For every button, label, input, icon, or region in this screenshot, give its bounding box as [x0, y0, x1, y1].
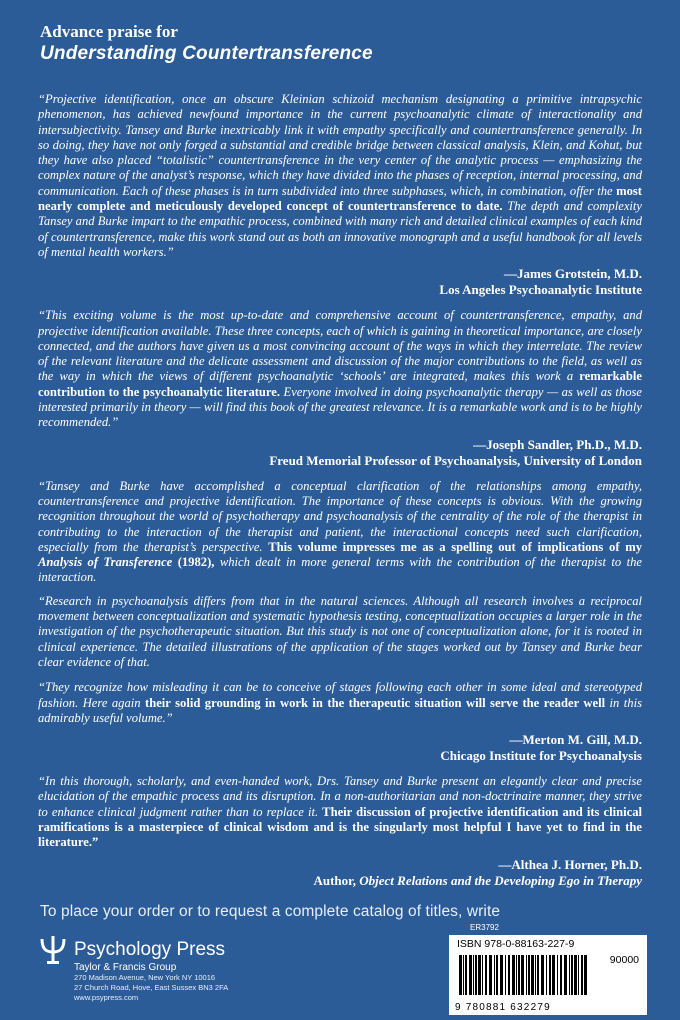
reviewer-affiliation: Chicago Institute for Psychoanalysis [440, 748, 642, 764]
reviewer-name: —Merton M. Gill, M.D. [509, 732, 642, 748]
review-quote-gill-1: “Tansey and Burke have accomplished a conceptual clarification of the relationships among empathy, countertransference and projective identification. The importance of these concepts is obvious. With the growing recognition throughout the world of psychotherapy and psychoanalysis of the centrality of the role of the therapist in contributing to the interaction of the therapist and patient, the interactional concepts need such clarification, especially from the therapist’s perspective. This volume impresses me as a spelling out of implications of my Analysis of Transference (1982), which dealt in more general terms with the contribution of the therapist to the interaction. [38, 478, 642, 585]
review-quote-grotstein: “Projective identification, once an obscure Kleinian schizoid mechanism designating a primitive intrapsychic phenomenon, has achieved newfound importance in the current psychoanalytic climate of interactionality and intersubjectivity. Tansey and Burke inextricably link it with empathy specifically and countertransference generally. In so doing, they have not only forged a substantial and credible bridge between classical analysis, Klein, and Kohut, but they have also placed “totalistic” countertransference in the very center of the analytic process — emphasizing the complex nature of the analyst’s response, which they have divided into the phases of reception, internal processing, and communication. Each of these phases is in turn subdivided into three subphases, which, in combination, offer the most nearly complete and meticulously developed concept of countertransference to date. The depth and complexity Tansey and Burke impart to the empathic process, combined with many rich and detailed clinical examples of each kind of countertransference, make this work stand out as both an innovative monograph and a useful handbook for all levels of mental health workers.” [38, 92, 642, 259]
praise-header [40, 22, 373, 66]
publisher-website: www.psypress.com [74, 993, 139, 1002]
review-attribution-grotstein [38, 266, 642, 298]
order-line: To place your order or to request a complete catalog of titles, write [40, 903, 501, 920]
reviewer-name: —Althea J. Horner, Ph.D. [498, 856, 642, 872]
isbn-text: ISBN 978-0-88163-227-9 [457, 938, 575, 950]
publisher-group: Taylor & Francis Group [74, 962, 177, 973]
product-code: ER3792 [470, 923, 499, 932]
review-quote-horner: “In this thorough, scholarly, and even-handed work, Drs. Tansey and Burke present an elegantly clear and precise elucidation of the empathic process and its disruption. In a non-authoritarian and non-doctrinaire manner, they strive to enhance clinical judgment rather than to replace it. Their discussion of projective identification and its clinical ramifications is a masterpiece of clinical wisdom and is the singularly most helpful I have yet to find in the literature.” [38, 774, 642, 850]
publisher-name: Psychology Press [74, 939, 226, 960]
price-code: 90000 [609, 954, 639, 966]
publisher-logo [40, 935, 280, 973]
review-quote-gill-2: “Research in psychoanalysis differs from that in the natural sciences. Although all research involves a reciprocal movement between conceptualization and systematic hypothesis testing, conceptualization occupies a larger role in the investigation of the psychotherapeutic situation. But this study is not one of conceptualization alone, for it is rooted in clinical experience. The detailed illustrations of the application of the stages worked out by Tansey and Burke bear clear evidence of that. [38, 593, 642, 669]
reviewer-affiliation: Author, Object Relations and the Developing Ego in Therapy [313, 872, 642, 888]
review-attribution-sandler [38, 437, 642, 469]
reviews-content [38, 92, 642, 899]
book-title: Understanding Countertransference [40, 43, 373, 64]
header-line-1: Advance praise for [40, 22, 178, 41]
review-attribution-gill [38, 732, 642, 764]
reviewer-name: —James Grotstein, M.D. [503, 266, 642, 282]
review-quote-sandler: “This exciting volume is the most up-to-date and comprehensive account of countertransference, empathy, and projective identification available. These three concepts, each of which is gaining in theoretical importance, are closely connected, and the authors have given us a most convincing account of the ways in which they interrelate. The review of the relevant literature and the delicate assessment and discussion of the major contributions to the field, as well as the way in which the views of different psychoanalytic ‘schools’ are integrated, makes this work a remarkable contribution to the psychoanalytic literature. Everyone involved in doing psychoanalytic therapy — as well as those interested primarily in theory — will find this book of the greatest relevance. It is a remarkable work and is to be highly recommended.” [38, 308, 642, 430]
review-attribution-horner [38, 857, 642, 889]
barcode-digits: 9 780881 632279 [455, 1002, 551, 1013]
isbn-barcode [449, 935, 647, 1015]
reviewer-affiliation: Los Angeles Psychoanalytic Institute [439, 282, 642, 298]
reviewer-name: —Joseph Sandler, Ph.D., M.D. [473, 436, 642, 452]
review-quote-gill-3: “They recognize how misleading it can be to conceive of stages following each other in some ideal and stereotyped fashion. Here again their solid grounding in work in the therapeutic situation will serve the reader well in this admirably useful volume.” [38, 680, 642, 725]
publisher-address: 270 Madison Avenue, New York NY 10016 27 Church Road, Hove, East Sussex BN3 2FA www.psypress.com [74, 973, 229, 1002]
psi-icon [40, 935, 66, 965]
reviewer-affiliation: Freud Memorial Professor of Psychoanalysis, University of London [269, 452, 642, 468]
barcode-bars [459, 955, 589, 995]
